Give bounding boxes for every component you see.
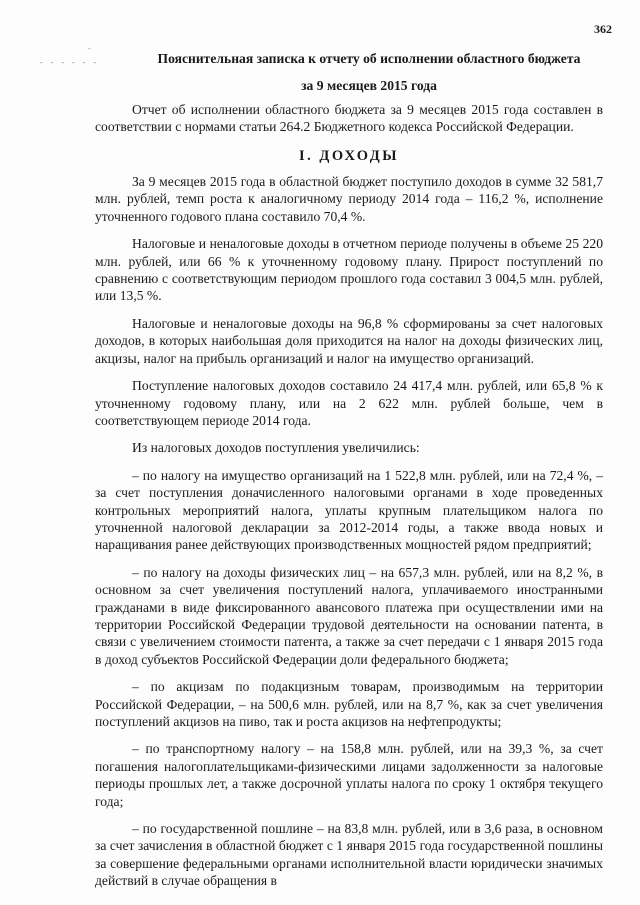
scan-artifact-mark: - [88, 44, 91, 53]
list-item: – по налогу на доходы физических лиц – на 657,3 млн. рублей, или на 8,2 %, в основном за счет увеличения поступлений налога, уплачиваемого иностранными гражданами в виде фиксированного авансового платежа при осуществлении ими на территории Российской Федерации трудовой деятельности на основании патента, в связи с увеличением стоимости патента, а также за счет передачи с 1 января 2015 года в доход субъектов Российской Федерации доли федерального бюджета; [95, 564, 603, 667]
intro-paragraph: Отчет об исполнении областного бюджета за 9 месяцев 2015 года составлен в соответствии с нормами статьи 264.2 Бюджетного кодекса Российской Федерации. [95, 101, 603, 135]
document-subtitle: за 9 месяцев 2015 года [301, 78, 437, 94]
scan-artifact: - - - - - - [40, 58, 99, 67]
document-body [95, 50, 603, 900]
section-heading: I. ДОХОДЫ [298, 147, 400, 164]
paragraph: Из налоговых доходов поступления увеличились: [132, 440, 420, 456]
paragraph: Налоговые и неналоговые доходы в отчетном периоде получены в объеме 25 220 млн. рублей, или 66 % к уточненному годовому плану. Прирост поступлений по сравнению с соответствующим периодом прошлого года составил 3 004,5 млн. рублей, или 13,5 %. [95, 236, 603, 304]
page-number: 362 [594, 22, 612, 36]
paragraph: Налоговые и неналоговые доходы на 96,8 % сформированы за счет налоговых доходов, в которых наибольшая доля приходится на налог на доходы физических лиц, акцизы, налог на прибыль организаций и налог на имущество организаций. [95, 315, 603, 366]
list-item: – по налогу на имущество организаций на 1 522,8 млн. рублей, или на 72,4 %, – за счет поступления доначисленного налоговыми органами в ходе проведенных контрольных мероприятий налога, уплаты крупным плательщиком налога по уточненной налоговой декларации за 2012-2014 годы, а также ввода новых и наращивания ранее действующих производственных мощностей рядом предприятий; [95, 467, 603, 553]
list-item: – по транспортному налогу – на 158,8 млн. рублей, или на 39,3 %, за счет погашения налогоплательщиками-физическими лицами задолженности за налоговые периоды прошлых лет, а также досрочной уплаты налога по сроку 1 октября текущего года; [95, 741, 603, 809]
paragraph: За 9 месяцев 2015 года в областной бюджет поступило доходов в сумме 32 581,7 млн. рублей, темп роста к аналогичному периоду 2014 года – 116,2 %, исполнение уточненного годового плана составило 70,4 %. [95, 174, 603, 224]
paragraph: Поступление налоговых доходов составило 24 417,4 млн. рублей, или 65,8 % к уточненному годовому плану, или на 2 622 млн. рублей больше, чем в соответствующем периоде 2014 года. [95, 378, 603, 428]
list-item: – по государственной пошлине – на 83,8 млн. рублей, или в 3,6 раза, в основном за счет зачисления в областной бюджет с 1 января 2015 года государственной пошлины за совершение федеральными органами исполнительной власти юридически значимых действий в случае обращения в [95, 821, 603, 889]
list-item: – по акцизам по подакцизным товарам, производимым на территории Российской Федерации, – на 500,6 млн. рублей, или на 8,7 %, как за счет увеличения поступлений акцизов на пиво, так и роста акцизов на нефтепродукты; [95, 679, 603, 729]
document-title: Пояснительная записка к отчету об исполнении областного бюджета [157, 51, 581, 66]
